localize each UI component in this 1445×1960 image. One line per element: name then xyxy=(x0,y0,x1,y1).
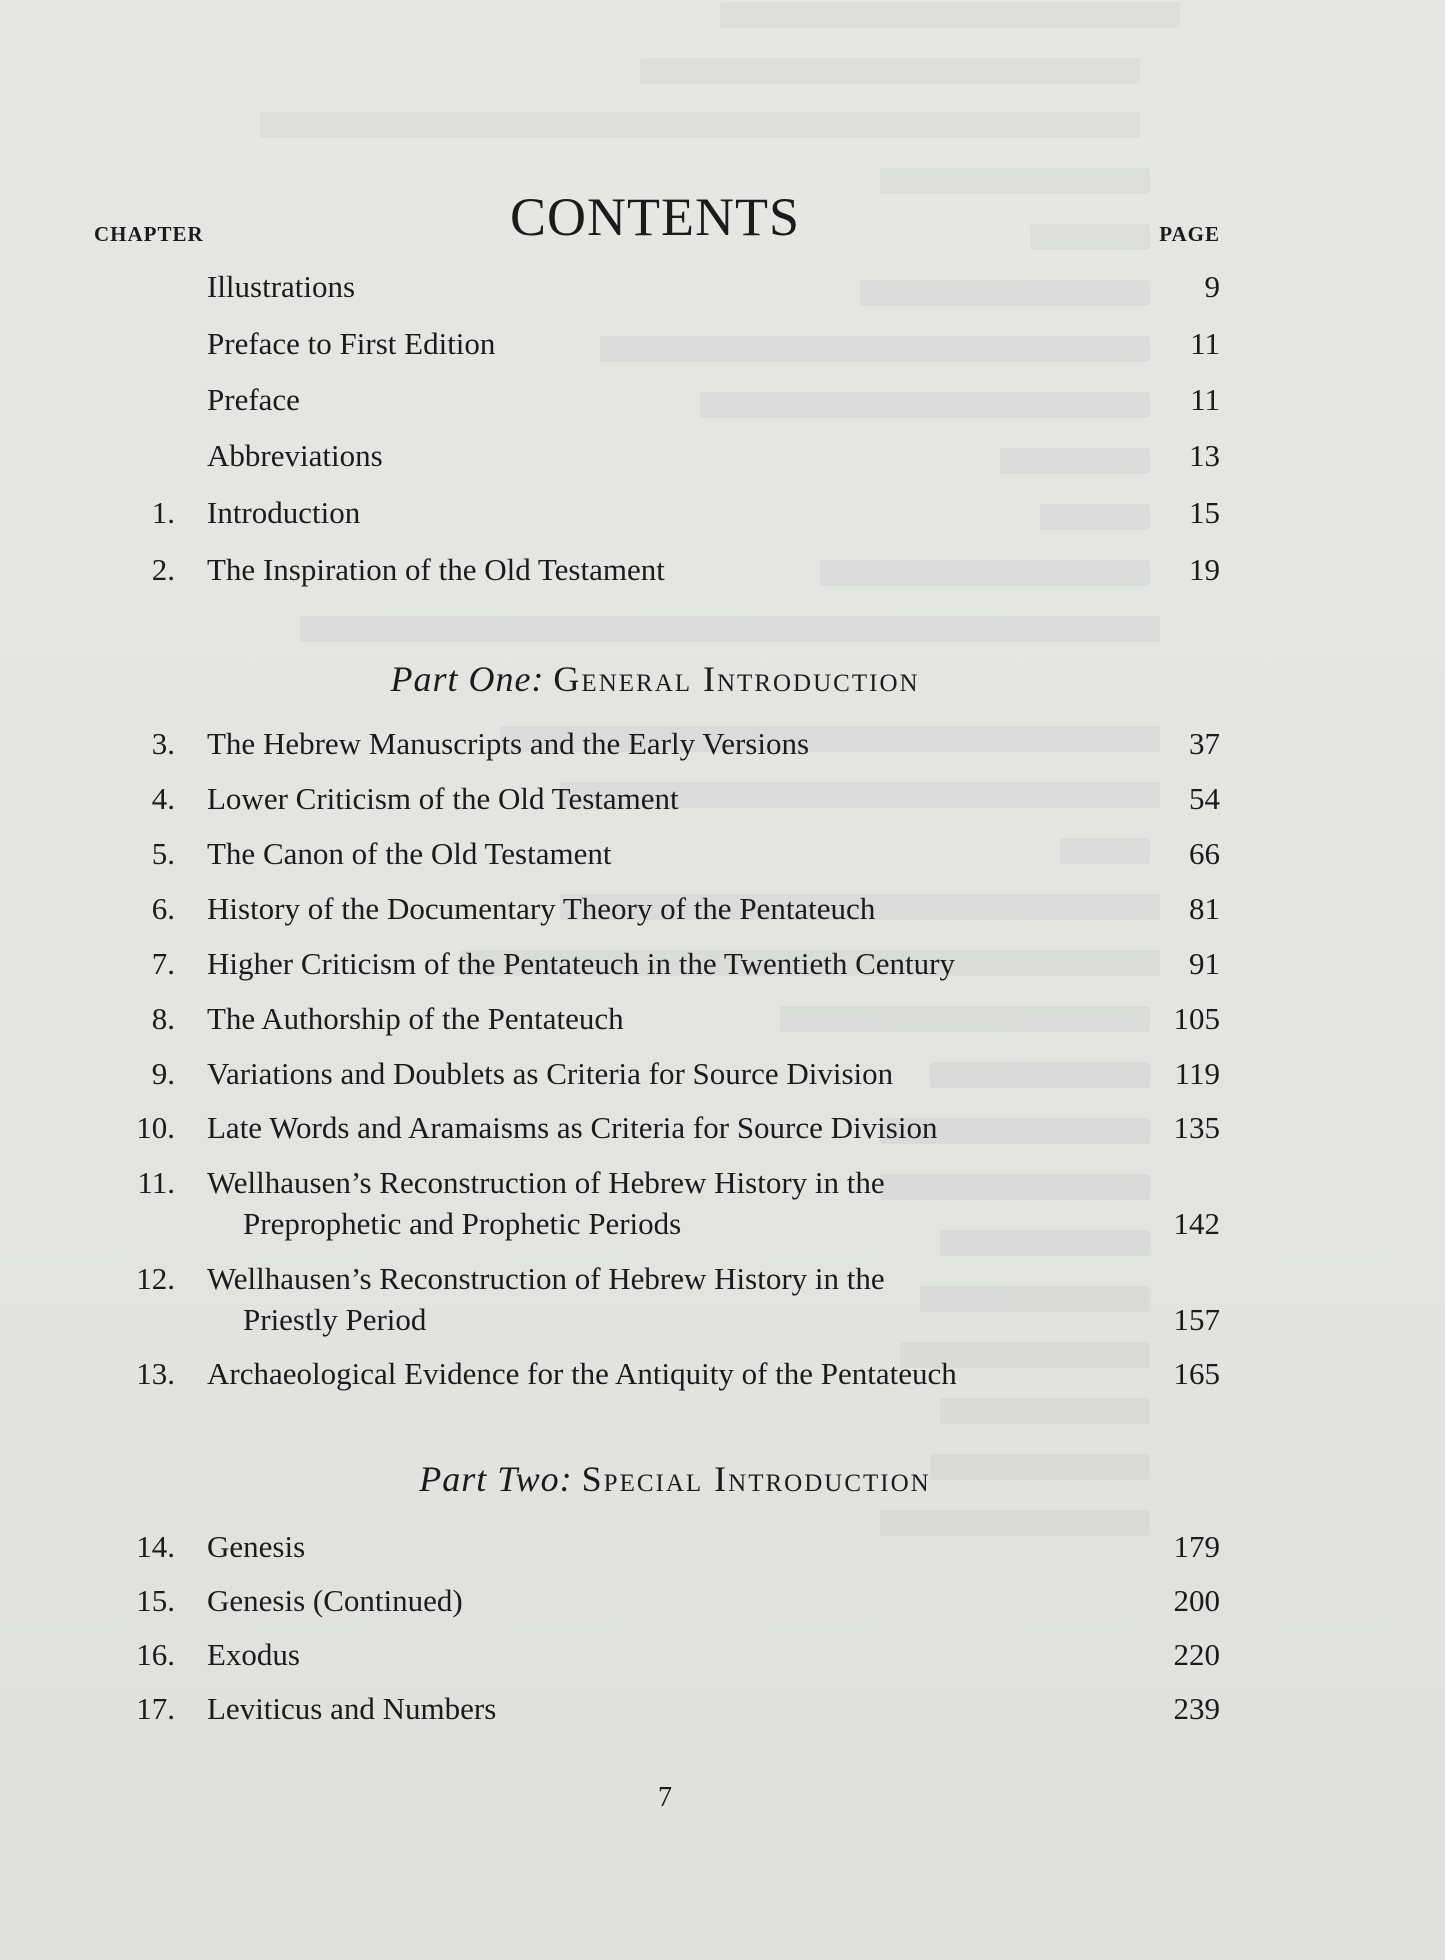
toc-entry-label-line2: Priestly Period xyxy=(243,1302,427,1337)
toc-entry-label: The Authorship of the Pentateuch xyxy=(207,1001,624,1036)
toc-entry-label: Genesis (Continued) xyxy=(207,1583,463,1618)
toc-entry-page: 220 xyxy=(1173,1637,1220,1672)
toc-entry-label: Genesis xyxy=(207,1529,306,1564)
part-one-label: Part One: xyxy=(390,659,545,699)
toc-entry-page: 91 xyxy=(1189,946,1220,981)
toc-entry-label: History of the Documentary Theory of the Pentateuch xyxy=(207,891,876,926)
toc-entry-label: The Hebrew Manuscripts and the Early Versions xyxy=(207,726,810,761)
toc-entry-number: 16. xyxy=(136,1637,175,1672)
toc-entry-label-line1: Wellhausen’s Reconstruction of Hebrew History in the xyxy=(207,1261,885,1296)
toc-entry-page: 66 xyxy=(1189,836,1220,871)
toc-entry-page: 9 xyxy=(1204,269,1220,304)
toc-entry xyxy=(120,1258,1220,1340)
toc-entry-page: 11 xyxy=(1190,326,1220,361)
toc-entry-page: 105 xyxy=(1173,1001,1220,1036)
toc-entry-page: 13 xyxy=(1189,438,1220,473)
toc-entry-page: 81 xyxy=(1189,891,1220,926)
toc-entry-number: 13. xyxy=(136,1356,175,1391)
toc-entry-number: 11. xyxy=(137,1165,175,1200)
toc-entry-label: Abbreviations xyxy=(207,438,383,473)
toc-entry-page: 15 xyxy=(1189,495,1220,530)
toc-entry-page: 37 xyxy=(1189,726,1220,761)
toc-entry-page: 157 xyxy=(1173,1302,1220,1337)
toc-entry-page: 54 xyxy=(1189,781,1220,816)
toc-entry-number: 5. xyxy=(151,836,175,871)
toc-entry-number: 15. xyxy=(136,1583,175,1618)
toc-entry-label: Archaeological Evidence for the Antiquity of the Pentateuch xyxy=(207,1356,957,1391)
part-two-heading xyxy=(20,1458,1330,1500)
toc-entry-number: 6. xyxy=(151,891,175,926)
toc-entry-label: Introduction xyxy=(207,495,361,530)
toc-entry-label: The Inspiration of the Old Testament xyxy=(207,552,665,587)
toc-entry-number: 2. xyxy=(151,552,175,587)
toc-entry-number: 12. xyxy=(136,1261,175,1296)
toc-entry-label: Higher Criticism of the Pentateuch in the Twentieth Century xyxy=(207,946,955,981)
toc-entry-page: 200 xyxy=(1173,1583,1220,1618)
toc-entry-label: Late Words and Aramaisms as Criteria for Source Division xyxy=(207,1110,938,1145)
part-two-title: Special Introduction xyxy=(581,1459,931,1499)
toc-entry-number: 3. xyxy=(151,726,175,761)
toc-entry-page: 11 xyxy=(1190,382,1220,417)
toc-entry-label-line2: Preprophetic and Prophetic Periods xyxy=(243,1206,682,1241)
part-one-heading xyxy=(0,658,1310,700)
toc-entry-label: Exodus xyxy=(207,1637,300,1672)
toc-entry-label: Preface to First Edition xyxy=(207,326,496,361)
toc-entry-number: 1. xyxy=(151,495,175,530)
toc-entry-label: Lower Criticism of the Old Testament xyxy=(207,781,679,816)
page-column-header: PAGE xyxy=(1159,222,1220,246)
toc-entry-number: 9. xyxy=(151,1056,175,1091)
toc-entry-page: 142 xyxy=(1173,1206,1220,1241)
toc-entry-page: 19 xyxy=(1189,552,1220,587)
part-one-title: General Introduction xyxy=(553,659,920,699)
toc-entry-page: 135 xyxy=(1173,1110,1220,1145)
toc-entry-label xyxy=(207,1162,1107,1244)
toc-entry-number: 14. xyxy=(136,1529,175,1564)
toc-entry-label: Variations and Doublets as Criteria for Source Division xyxy=(207,1056,894,1091)
toc-entry-label: Illustrations xyxy=(207,269,356,304)
toc-entry-page: 119 xyxy=(1174,1056,1220,1091)
toc-entry-label: Leviticus and Numbers xyxy=(207,1691,497,1726)
toc-entry-number: 4. xyxy=(151,781,175,816)
page-title: CONTENTS xyxy=(510,187,800,248)
part-two-label: Part Two: xyxy=(419,1459,573,1499)
toc-entry-label xyxy=(207,1258,1107,1340)
toc-entry-label: The Canon of the Old Testament xyxy=(207,836,612,871)
toc-entry-page: 239 xyxy=(1173,1691,1220,1726)
toc-entry-page: 165 xyxy=(1173,1356,1220,1391)
toc-entry-page: 179 xyxy=(1173,1529,1220,1564)
toc-entry-number: 17. xyxy=(136,1691,175,1726)
page-number: 7 xyxy=(658,1782,672,1813)
toc-entry-label-line1: Wellhausen’s Reconstruction of Hebrew History in the xyxy=(207,1165,885,1200)
toc-entry-number: 7. xyxy=(151,946,175,981)
chapter-column-header: CHAPTER xyxy=(94,222,204,246)
toc-entry-label: Preface xyxy=(207,382,300,417)
toc-entry xyxy=(120,1162,1220,1244)
toc-entry-number: 8. xyxy=(151,1001,175,1036)
toc-entry-number: 10. xyxy=(136,1110,175,1145)
